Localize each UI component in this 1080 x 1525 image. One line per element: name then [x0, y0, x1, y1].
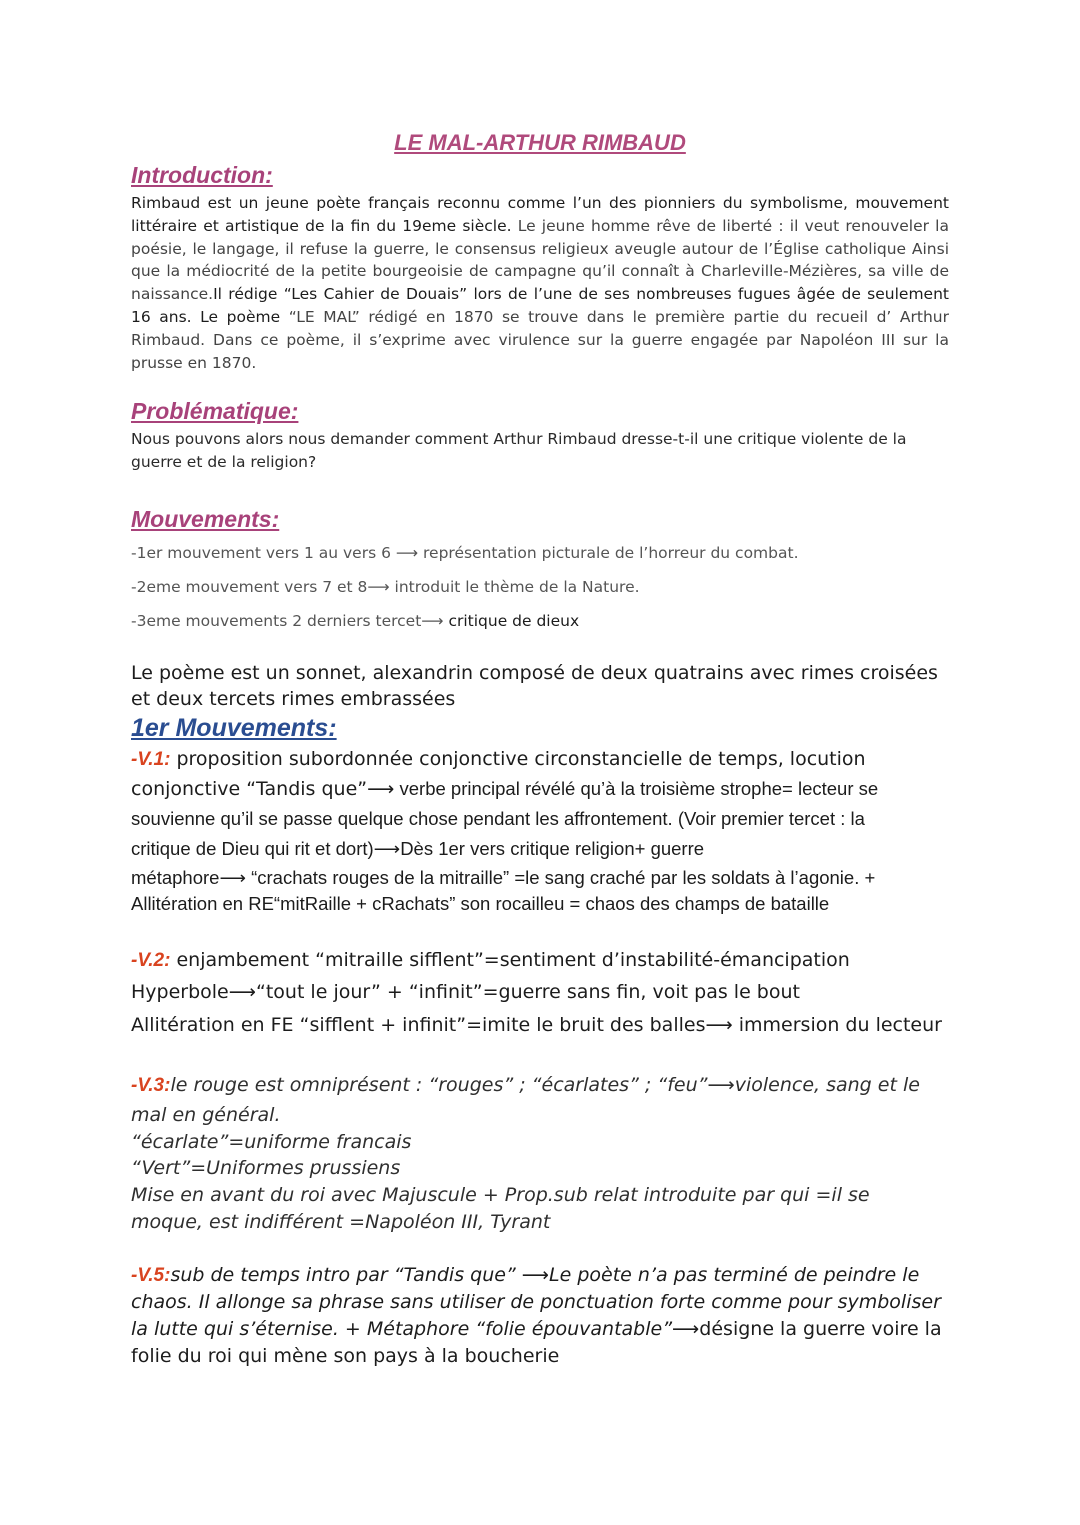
mouvement-item-3-emph: critique de dieux	[448, 612, 580, 630]
v1-line-5: métaphore⟶ “crachats rouges de la mitraille” =le sang craché par les soldats à l’agonie. +	[131, 867, 876, 888]
problematique-text: Nous pouvons alors nous demander comment Arthur Rimbaud dresse-t-il une critique violente de la guerre et de la religion?	[131, 430, 907, 471]
sonnet-paragraph: Le poème est un sonnet, alexandrin composé de deux quatrains avec rimes croisées et deux tercets rimes embrassées	[131, 662, 938, 710]
v1-line-3: souvienne qu’il se passe quelque chose pendant les affrontement. (Voir premier tercet : la	[131, 808, 865, 829]
v5-line-1	[131, 1264, 949, 1291]
v3-line-1-text: le rouge est omniprésent : “rouges” ; “écarlates” ; “feu”⟶violence, sang et le	[170, 1074, 920, 1096]
mouvements-heading: Mouvements:	[131, 506, 280, 532]
v1-line-4: critique de Dieu qui rit et dort)⟶Dès 1er vers critique religion+ guerre	[131, 838, 705, 859]
v5-line-3b-text: désigne la guerre voire la	[699, 1318, 942, 1340]
v1-line-6: Allitération en RE“mitRaille + cRachats” son rocailleu = chaos des champs de bataille	[131, 893, 830, 914]
introduction-heading: Introduction:	[131, 162, 273, 188]
v5-line-3-text: la lutte qui s’éternise. + Métaphore “folie épouvantable”⟶	[131, 1318, 700, 1340]
v2-line-2: Hyperbole⟶“tout le jour” + “infinit”=guerre sans fin, voit pas le bout	[131, 981, 800, 1003]
v1-label: -V.1:	[131, 749, 171, 770]
introduction-text-b: Le jeune homme rêve de liberté : il veut renouveler la poésie, le langage, il refuse la guerre, le consensus religieux aveugle autour de l’Église catholique Ainsi que la médiocrité de la petite bourgeoisie de campagne qu’il connaît à Charleville-Mézières, sa ville de naissance.	[131, 216, 949, 304]
mouvement-item-3-text: -3eme mouvements 2 derniers tercet⟶	[131, 612, 449, 630]
first-movement-heading: 1er Mouvements:	[131, 714, 337, 742]
mouvement-item-2	[131, 578, 640, 596]
v3-block	[131, 1074, 949, 1238]
v1-line-2b: verbe principal révélé qu’à la troisième strophe= lecteur se	[394, 778, 879, 799]
v3-line-6: moque, est indifférent =Napoléon III, Tyrant	[131, 1211, 551, 1233]
v5-line-3	[131, 1318, 949, 1345]
v1-line-2a: conjonctive “Tandis que”⟶	[131, 778, 395, 800]
mouvement-item-1	[131, 544, 799, 562]
introduction-text-c: Il rédige “Les Cahier de Douais” lors de l’une de ses nombreuses fugues âgée de seulement 16 ans. Le poème	[131, 285, 949, 326]
problematique-heading: Problématique:	[131, 398, 299, 424]
v3-line-4: “Vert”=Uniformes prussiens	[131, 1157, 401, 1179]
mouvement-item-2-text: -2eme mouvement vers 7 et 8⟶ introduit le thème de la Nature.	[131, 578, 640, 596]
introduction-text-a: Rimbaud est un jeune poète français reconnu comme l’un des pionniers du symbolisme, mouvement littéraire et artistique de la fin du 19eme siècle.	[131, 194, 949, 235]
v1-line-2	[131, 778, 949, 808]
introduction-text-d: “LE MAL” rédigé en 1870 se trouve dans le première partie du recueil d’ Arthur Rimbaud. Dans ce poème, il s’exprime avec virulence sur la guerre engagée par Napoléon III sur la prusse en 1870.	[131, 307, 949, 372]
page-title: LE MAL-ARTHUR RIMBAUD	[394, 130, 686, 155]
v5-line-1-text: sub de temps intro par “Tandis que” ⟶Le poète n’a pas terminé de peindre le	[170, 1264, 920, 1286]
v5-block	[131, 1264, 949, 1372]
v3-line-5: Mise en avant du roi avec Majuscule + Prop.sub relat introduite par qui =il se	[131, 1184, 870, 1206]
v5-line-2: chaos. Il allonge sa phrase sans utiliser de ponctuation forte comme pour symboliser	[131, 1291, 941, 1313]
v3-line-1	[131, 1074, 949, 1104]
v2-block	[131, 949, 949, 1046]
v2-label: -V.2:	[131, 950, 171, 971]
v3-line-3: “écarlate”=uniforme francais	[131, 1131, 412, 1153]
v2-line-3: Allitération en FE “sifflent + infinit”=imite le bruit des balles⟶ immersion du lecteur	[131, 1014, 942, 1036]
v1-line-1-text: proposition subordonnée conjonctive circonstancielle de temps, locution	[170, 748, 866, 770]
mouvement-item-3	[131, 612, 579, 630]
mouvement-item-1-text: -1er mouvement vers 1 au vers 6 ⟶ représentation picturale de l’horreur du combat.	[131, 544, 799, 562]
v5-label: -V.5:	[131, 1265, 171, 1286]
v5-line-4: folie du roi qui mène son pays à la boucherie	[131, 1345, 560, 1367]
v2-line-1	[131, 949, 949, 981]
v3-label: -V.3:	[131, 1075, 171, 1096]
v2-line-1-text: enjambement “mitraille sifflent”=sentiment d’instabilité-émancipation	[170, 949, 850, 971]
introduction-paragraph	[131, 192, 949, 374]
v1-block	[131, 748, 949, 919]
v3-line-2: mal en général.	[131, 1104, 281, 1126]
v1-line-1	[131, 748, 949, 778]
